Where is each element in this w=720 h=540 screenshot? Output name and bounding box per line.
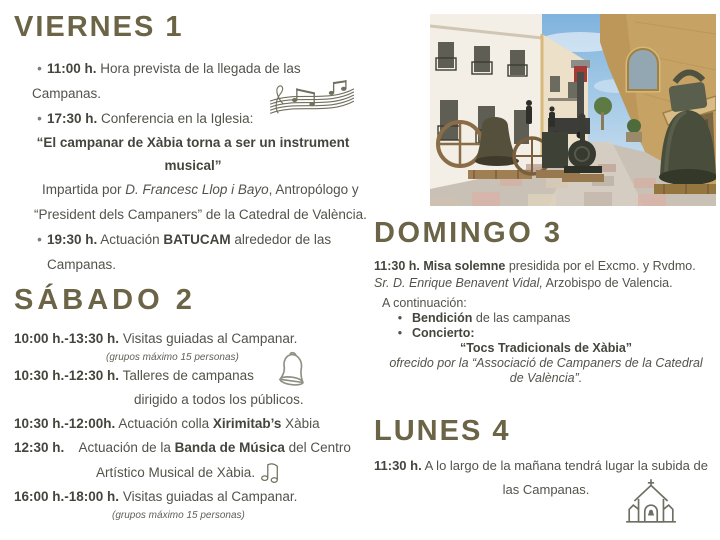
concert-offered-by-line-1: ofrecido por la “Associació de Campaners de la Catedral (389, 356, 703, 370)
event-text-cont: del Centro (284, 440, 351, 455)
beamed-notes-icon (260, 460, 279, 483)
event-text: Visitas guiadas al Campanar. (122, 489, 298, 504)
event-time: 10:00 h.-13:30 h. (14, 331, 120, 346)
lunes-line-2: las Campanas. (502, 482, 590, 497)
event-text: Actuación colla (118, 416, 213, 431)
speaker-prefix: Impartida por (42, 182, 126, 197)
event-time: 11:00 h. (47, 61, 97, 76)
event-text: Visitas guiadas al Campanar. (122, 331, 298, 346)
event-text: Talleres de campanas (122, 368, 254, 383)
bells-street-photo (430, 14, 716, 206)
event-time: 10:30 h.-12:30 h. (14, 368, 120, 383)
event-text: Arzobispo de Valencia. (542, 276, 673, 290)
event-text: A lo largo de la mañana tendrá lugar la subida de (424, 458, 708, 473)
event-time: 17:30 h. (47, 111, 98, 126)
event-text: Actuación (100, 232, 164, 247)
event-time: 11:30 h. (374, 259, 420, 273)
speaker-line-2: “President dels Campaners” de la Catedral de València. (34, 207, 367, 222)
section-viernes-title: VIERNES 1 (14, 11, 184, 43)
event-text-cont: alrededor de las (230, 232, 332, 247)
sabado-row-3 (14, 412, 372, 436)
event-time: 10:30 h.-12:00h. (14, 416, 116, 431)
conference-quote-line-1: “El campanar de Xàbia torna a ser un instrument (36, 135, 350, 150)
domingo-continuation-label: A continuación: (382, 296, 467, 310)
section-sabado-title: SÁBADO 2 (14, 284, 196, 316)
bullet-icon: • (397, 311, 403, 325)
event-highlight: BATUCAM (163, 232, 231, 247)
sabado-row-2 (14, 364, 372, 388)
speaker-name: D. Francesc Llop i Bayo (125, 182, 269, 197)
event-highlight: Concierto: (412, 326, 475, 340)
event-text-cont: Xàbia (281, 416, 320, 431)
event-text: de las campanas (472, 311, 571, 325)
section-lunes-title: LUNES 4 (374, 415, 511, 447)
event-highlight: Bendición (412, 311, 473, 325)
bullet-icon: • (37, 232, 42, 247)
speaker-line (14, 177, 372, 202)
event-highlight: Misa solemne (423, 259, 506, 273)
church-icon (624, 478, 678, 524)
concert-title-quote: “Tocs Tradicionals de Xàbia” (459, 341, 633, 355)
speaker-suffix: , Antropólogo y (268, 182, 359, 197)
bullet-icon: • (397, 326, 403, 340)
domingo-bullet-2 (374, 326, 718, 341)
event-text: Actuación de la (78, 440, 175, 455)
sabado-row-4 (14, 436, 372, 460)
sabado-row-1 (14, 327, 372, 351)
event-text: presidida por el Excmo. y Rvdmo. (505, 259, 696, 273)
concert-offered-by-line-2: de València”. (509, 371, 583, 385)
archbishop-name: Sr. D. Enrique Benavent Vidal, (374, 276, 543, 290)
domingo-line-2 (374, 275, 718, 292)
group-size-note: (grupos máximo 15 personas) (112, 510, 245, 521)
event-highlight: Banda de Música (174, 440, 285, 455)
event-text: Conferencia en la Iglesia: (101, 111, 254, 126)
event-time: 12:30 h. (14, 440, 65, 455)
sabado-row-5 (14, 485, 372, 509)
event-time: 11:30 h. (374, 458, 422, 473)
bullet-icon: • (37, 61, 42, 76)
sabado-row-4-line-2 (14, 460, 372, 485)
lunes-line-1 (374, 454, 718, 478)
group-size-note: (grupos máximo 15 personas) (106, 352, 239, 363)
section-domingo-title: DOMINGO 3 (374, 217, 563, 249)
domingo-line-1 (374, 258, 718, 275)
sabado-row-2-line-2: dirigido a todos los públicos. (134, 392, 304, 407)
right-column (374, 216, 718, 502)
domingo-bullet-1 (374, 311, 718, 326)
viernes-item-3-line-2: Campanas. (47, 257, 117, 272)
event-highlight: Xirimitab’s (212, 416, 282, 431)
event-time: 16:00 h.-18:00 h. (14, 489, 120, 504)
music-staff-icon (264, 78, 358, 116)
event-text: Hora prevista de la llegada de las Campanas. (32, 61, 301, 101)
bullet-icon: • (37, 111, 42, 126)
conference-quote-line-2: musical” (164, 158, 222, 173)
event-text: Artístico Musical de Xàbia. (96, 465, 256, 480)
event-time: 19:30 h. (47, 232, 98, 247)
viernes-item-3 (14, 227, 372, 252)
bell-icon (276, 348, 309, 388)
